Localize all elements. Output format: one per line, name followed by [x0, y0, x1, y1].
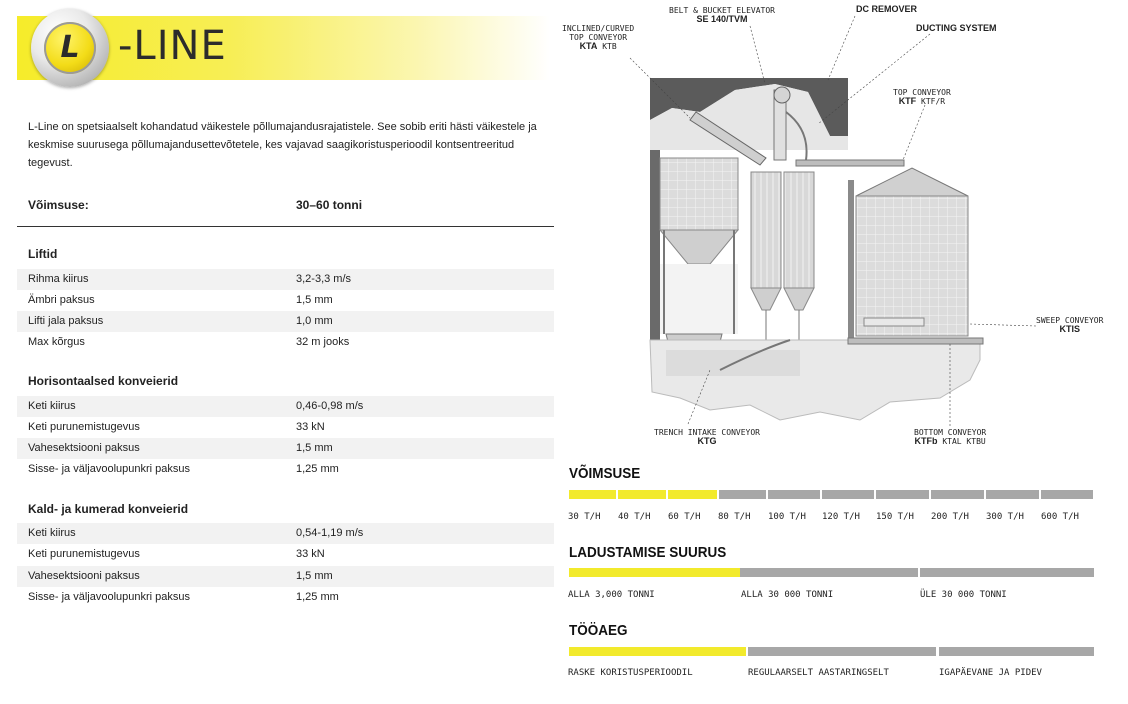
capacity-segment-300: [986, 490, 1039, 499]
spec-key: Sisse- ja väljavoolupunkri paksus: [28, 463, 191, 475]
capacity-segment-600: [1041, 490, 1093, 499]
spec-key: Keti purunemistugevus: [28, 421, 140, 433]
label-dc-remover: DC REMOVER: [856, 4, 918, 14]
spec-value: 0,54-1,19 m/s: [296, 527, 364, 539]
logo-letter: L: [60, 30, 80, 65]
capacity-tick: 100 T/H: [768, 512, 806, 522]
capacity-row: [17, 194, 554, 227]
intro-text: L-Line on spetsiaalselt kohandatud väikestele põllumajandusrajatistele. See sobib eriti hästi väikestele ja keskmise suurusega põllumajandusettevõtetele, kes vajavad saagikoristusperioodil kontsentreeritud tegevust.: [28, 121, 537, 169]
spec-value: 3,2-3,3 m/s: [296, 273, 352, 285]
capacity-segment-40: [618, 490, 666, 499]
spec-value: 32 m jooks: [296, 336, 350, 348]
storage-segment-medium: [740, 568, 918, 577]
logo-badge: [44, 22, 96, 74]
operation-tick: REGULAARSELT AASTARINGSELT: [748, 668, 889, 678]
spec-key: Vahesektsiooni paksus: [28, 570, 140, 582]
spec-row: [17, 332, 554, 353]
bottom-conveyor: [848, 338, 983, 344]
spec-key: Keti purunemistugevus: [28, 548, 140, 560]
capacity-value: 30–60 tonni: [296, 198, 363, 212]
capacity-tick: 60 T/H: [668, 512, 701, 522]
spec-value: 1,5 mm: [296, 442, 333, 454]
spec-row: [17, 459, 554, 480]
spec-key: Max kõrgus: [28, 336, 85, 348]
capacity-segment-30: [569, 490, 616, 499]
operation-tick: RASKE KORISTUSPERIOODIL: [568, 668, 693, 678]
capacity-segment-150: [876, 490, 929, 499]
twin-silos: [751, 172, 814, 345]
storage-tick: ALLA 30 000 TONNI: [741, 590, 834, 600]
spec-row: [17, 438, 554, 459]
l-line-logo-icon: [31, 9, 109, 87]
grain-facility-diagram: [560, 0, 1120, 456]
storage-tick: ALLA 3,000 TONNI: [568, 590, 655, 600]
spec-value: 33 kN: [296, 421, 325, 433]
spec-value: 1,5 mm: [296, 570, 333, 582]
spec-key: Ämbri paksus: [28, 294, 95, 306]
spec-key: Vahesektsiooni paksus: [28, 442, 140, 454]
section-title: Kald- ja kumerad konveierid: [28, 502, 189, 516]
spec-row: [17, 566, 554, 587]
storage-silo: [848, 168, 968, 340]
spec-row: [17, 544, 554, 565]
section-title: Horisontaalsed konveierid: [28, 374, 179, 388]
operation-scale-title: TÖÖAEG: [569, 622, 628, 639]
operation-segment-harvest: [569, 647, 746, 656]
facility-illustration: [560, 0, 1120, 456]
spec-row: [17, 269, 554, 290]
capacity-tick: 80 T/H: [718, 512, 751, 522]
capacity-tick: 30 T/H: [568, 512, 601, 522]
page-title: -LINE: [118, 23, 227, 69]
spec-key: Keti kiirus: [28, 527, 76, 539]
spec-row: [17, 417, 554, 438]
spec-row: [17, 396, 554, 417]
capacity-scale-title: VÕIMSUSE: [569, 465, 641, 482]
label-sweep-conveyor: SWEEP CONVEYOR KTIS: [1036, 316, 1104, 334]
capacity-label: Võimsuse:: [28, 198, 89, 212]
spec-value: 33 kN: [296, 548, 325, 560]
spec-key: Sisse- ja väljavoolupunkri paksus: [28, 591, 191, 603]
capacity-tick: 300 T/H: [986, 512, 1024, 522]
operation-tick: IGAPÄEVANE JA PIDEV: [939, 668, 1042, 678]
capacity-tick: 150 T/H: [876, 512, 914, 522]
label-top-conveyor: TOP CONVEYOR KTF KTF/R: [893, 88, 951, 106]
spec-row: [17, 311, 554, 332]
capacity-segment-120: [822, 490, 874, 499]
spec-key: Rihma kiirus: [28, 273, 89, 285]
spec-value: 1,25 mm: [296, 591, 339, 603]
label-elevator: BELT & BUCKET ELEVATOR SE 140/TVM: [669, 6, 775, 24]
storage-segment-large: [920, 568, 1094, 577]
storage-segment-small: [569, 568, 740, 577]
spec-value: 1,25 mm: [296, 463, 339, 475]
spec-value: 1,5 mm: [296, 294, 333, 306]
spec-row: [17, 587, 554, 608]
left-silo: [660, 158, 738, 334]
spec-row: [17, 290, 554, 311]
label-ducting-system: DUCTING SYSTEM: [916, 23, 997, 33]
storage-scale-title: LADUSTAMISE SUURUS: [569, 544, 727, 561]
label-trench-conveyor: TRENCH INTAKE CONVEYOR KTG: [654, 428, 760, 446]
capacity-tick: 40 T/H: [618, 512, 651, 522]
capacity-tick: 120 T/H: [822, 512, 860, 522]
label-bottom-conveyor: BOTTOM CONVEYOR KTFb KTAL KTBU: [914, 428, 987, 446]
spec-key: Keti kiirus: [28, 400, 76, 412]
operation-segment-daily: [939, 647, 1094, 656]
spec-value: 1,0 mm: [296, 315, 333, 327]
spec-row: [17, 523, 554, 544]
capacity-tick: 600 T/H: [1041, 512, 1079, 522]
capacity-segment-80: [719, 490, 766, 499]
capacity-segment-60: [668, 490, 717, 499]
capacity-tick: 200 T/H: [931, 512, 969, 522]
section-title: Liftid: [28, 247, 58, 261]
operation-segment-regular: [748, 647, 936, 656]
capacity-segment-200: [931, 490, 984, 499]
capacity-segment-100: [768, 490, 820, 499]
storage-tick: ÜLE 30 000 TONNI: [920, 590, 1007, 600]
spec-key: Lifti jala paksus: [28, 315, 104, 327]
label-inclined-conveyor: INCLINED/CURVED TOP CONVEYOR KTA KTB: [562, 24, 635, 51]
spec-value: 0,46-0,98 m/s: [296, 400, 364, 412]
top-conveyor: [796, 160, 904, 166]
